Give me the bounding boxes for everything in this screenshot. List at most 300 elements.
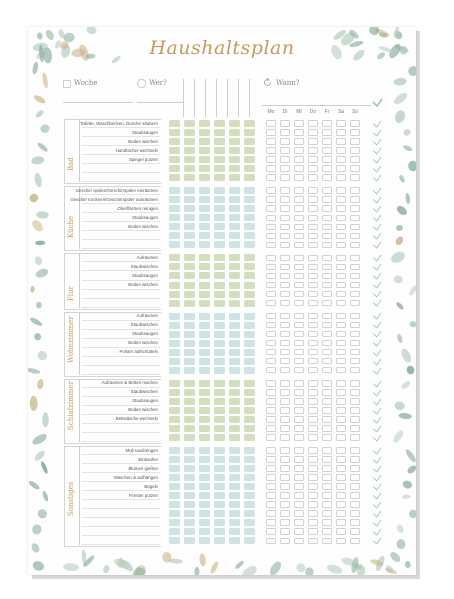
day-checkbox[interactable]: [280, 174, 290, 181]
done-check-icon[interactable]: [372, 205, 382, 213]
assignee-cell[interactable]: [244, 358, 255, 365]
assignee-cell[interactable]: [199, 254, 210, 261]
assignee-cell[interactable]: [229, 232, 240, 239]
assignee-cell[interactable]: [244, 138, 255, 145]
assignee-cell[interactable]: [199, 349, 210, 356]
assignee-cell[interactable]: [214, 367, 225, 374]
done-check-icon[interactable]: [372, 263, 382, 271]
assignee-cell[interactable]: [229, 223, 240, 230]
assignee-cell[interactable]: [229, 214, 240, 221]
day-checkbox[interactable]: [294, 483, 304, 490]
assignee-cell[interactable]: [244, 456, 255, 463]
day-checkbox[interactable]: [350, 291, 360, 298]
day-checkbox[interactable]: [322, 340, 332, 347]
day-checkbox[interactable]: [322, 380, 332, 387]
assignee-cell[interactable]: [169, 528, 180, 535]
day-checkbox[interactable]: [280, 434, 290, 441]
assignee-cell[interactable]: [214, 389, 225, 396]
day-checkbox[interactable]: [350, 367, 360, 374]
done-check-icon[interactable]: [372, 407, 382, 415]
day-checkbox[interactable]: [336, 273, 346, 280]
assignee-cell[interactable]: [229, 300, 240, 307]
assignee-cell[interactable]: [229, 349, 240, 356]
assignee-cell[interactable]: [199, 138, 210, 145]
day-checkbox[interactable]: [322, 313, 332, 320]
day-checkbox[interactable]: [336, 331, 346, 338]
day-checkbox[interactable]: [336, 313, 346, 320]
assignee-cell[interactable]: [184, 196, 195, 203]
day-checkbox[interactable]: [322, 510, 332, 517]
done-check-icon[interactable]: [372, 147, 382, 155]
day-checkbox[interactable]: [350, 273, 360, 280]
day-checkbox[interactable]: [322, 233, 332, 240]
assignee-cell[interactable]: [229, 501, 240, 508]
day-checkbox[interactable]: [350, 129, 360, 136]
day-checkbox[interactable]: [308, 282, 318, 289]
day-checkbox[interactable]: [322, 120, 332, 127]
day-checkbox[interactable]: [266, 398, 276, 405]
assignee-cell[interactable]: [169, 425, 180, 432]
assignee-cell[interactable]: [169, 223, 180, 230]
day-checkbox[interactable]: [336, 501, 346, 508]
assignee-cell[interactable]: [244, 349, 255, 356]
day-checkbox[interactable]: [266, 340, 276, 347]
done-check-icon[interactable]: [372, 330, 382, 338]
day-checkbox[interactable]: [280, 510, 290, 517]
assignee-cell[interactable]: [214, 528, 225, 535]
done-check-icon[interactable]: [372, 358, 382, 366]
assignee-cell[interactable]: [214, 263, 225, 270]
assignee-cell[interactable]: [184, 510, 195, 517]
assignee-cell[interactable]: [169, 300, 180, 307]
day-checkbox[interactable]: [266, 138, 276, 145]
assignee-cell[interactable]: [199, 510, 210, 517]
assignee-cell[interactable]: [184, 254, 195, 261]
day-checkbox[interactable]: [280, 492, 290, 499]
assignee-cell[interactable]: [199, 232, 210, 239]
day-checkbox[interactable]: [294, 174, 304, 181]
assignee-cell[interactable]: [229, 187, 240, 194]
day-checkbox[interactable]: [294, 538, 304, 545]
assignee-cell[interactable]: [199, 331, 210, 338]
assignee-cell[interactable]: [199, 147, 210, 154]
day-checkbox[interactable]: [308, 465, 318, 472]
assignee-cell[interactable]: [214, 241, 225, 248]
day-checkbox[interactable]: [350, 474, 360, 481]
assignee-cell[interactable]: [244, 447, 255, 454]
assignee-cell[interactable]: [244, 367, 255, 374]
day-checkbox[interactable]: [336, 492, 346, 499]
day-checkbox[interactable]: [350, 447, 360, 454]
day-checkbox[interactable]: [294, 147, 304, 154]
day-checkbox[interactable]: [266, 174, 276, 181]
done-check-icon[interactable]: [372, 129, 382, 137]
day-checkbox[interactable]: [350, 456, 360, 463]
day-checkbox[interactable]: [322, 282, 332, 289]
day-checkbox[interactable]: [322, 147, 332, 154]
assignee-cell[interactable]: [199, 300, 210, 307]
assignee-cell[interactable]: [229, 492, 240, 499]
assignee-cell[interactable]: [184, 474, 195, 481]
day-checkbox[interactable]: [294, 349, 304, 356]
assignee-cell[interactable]: [184, 322, 195, 329]
day-checkbox[interactable]: [280, 331, 290, 338]
assignee-cell[interactable]: [244, 434, 255, 441]
day-checkbox[interactable]: [322, 519, 332, 526]
assignee-cell[interactable]: [214, 416, 225, 423]
assignee-cell[interactable]: [244, 340, 255, 347]
assignee-cell[interactable]: [184, 331, 195, 338]
day-checkbox[interactable]: [336, 205, 346, 212]
assignee-cell[interactable]: [229, 205, 240, 212]
day-checkbox[interactable]: [322, 242, 332, 249]
assignee-cell[interactable]: [214, 120, 225, 127]
day-checkbox[interactable]: [294, 196, 304, 203]
assignee-cell[interactable]: [199, 340, 210, 347]
assignee-cell[interactable]: [214, 147, 225, 154]
assignee-cell[interactable]: [214, 196, 225, 203]
assignee-cell[interactable]: [169, 120, 180, 127]
day-checkbox[interactable]: [336, 483, 346, 490]
assignee-cell[interactable]: [214, 129, 225, 136]
assignee-cell[interactable]: [199, 519, 210, 526]
assignee-cell[interactable]: [199, 120, 210, 127]
day-checkbox[interactable]: [336, 434, 346, 441]
day-checkbox[interactable]: [280, 474, 290, 481]
day-checkbox[interactable]: [308, 196, 318, 203]
assignee-cell[interactable]: [199, 447, 210, 454]
day-checkbox[interactable]: [294, 156, 304, 163]
assignee-cell[interactable]: [244, 205, 255, 212]
assignee-cell[interactable]: [184, 456, 195, 463]
assignee-cell[interactable]: [169, 465, 180, 472]
done-check-icon[interactable]: [372, 447, 382, 455]
assignee-cell[interactable]: [214, 425, 225, 432]
day-checkbox[interactable]: [336, 174, 346, 181]
assignee-cell[interactable]: [244, 156, 255, 163]
day-checkbox[interactable]: [266, 129, 276, 136]
done-check-icon[interactable]: [372, 223, 382, 231]
done-check-icon[interactable]: [372, 241, 382, 249]
day-checkbox[interactable]: [308, 138, 318, 145]
assignee-cell[interactable]: [169, 492, 180, 499]
assignee-cell[interactable]: [199, 407, 210, 414]
assignee-cell[interactable]: [199, 380, 210, 387]
day-checkbox[interactable]: [308, 501, 318, 508]
day-checkbox[interactable]: [336, 187, 346, 194]
done-check-icon[interactable]: [372, 483, 382, 491]
day-checkbox[interactable]: [294, 407, 304, 414]
day-checkbox[interactable]: [350, 322, 360, 329]
day-checkbox[interactable]: [322, 264, 332, 271]
day-checkbox[interactable]: [266, 389, 276, 396]
day-checkbox[interactable]: [322, 187, 332, 194]
day-checkbox[interactable]: [294, 425, 304, 432]
day-checkbox[interactable]: [280, 389, 290, 396]
day-checkbox[interactable]: [350, 196, 360, 203]
day-checkbox[interactable]: [266, 380, 276, 387]
assignee-cell[interactable]: [184, 434, 195, 441]
assignee-cell[interactable]: [184, 465, 195, 472]
day-checkbox[interactable]: [350, 205, 360, 212]
assignee-cell[interactable]: [184, 174, 195, 181]
assignee-cell[interactable]: [199, 425, 210, 432]
assignee-cell[interactable]: [184, 138, 195, 145]
done-check-icon[interactable]: [372, 456, 382, 464]
day-checkbox[interactable]: [322, 367, 332, 374]
assignee-cell[interactable]: [169, 174, 180, 181]
assignee-cell[interactable]: [244, 214, 255, 221]
day-checkbox[interactable]: [266, 367, 276, 374]
done-check-icon[interactable]: [372, 165, 382, 173]
assignee-cell[interactable]: [169, 187, 180, 194]
day-checkbox[interactable]: [350, 300, 360, 307]
assignee-cell[interactable]: [214, 174, 225, 181]
day-checkbox[interactable]: [266, 483, 276, 490]
day-checkbox[interactable]: [280, 322, 290, 329]
assignee-cell[interactable]: [229, 407, 240, 414]
assignee-cell[interactable]: [229, 138, 240, 145]
assignee-cell[interactable]: [244, 389, 255, 396]
day-checkbox[interactable]: [322, 416, 332, 423]
done-check-icon[interactable]: [372, 380, 382, 388]
assignee-cell[interactable]: [214, 165, 225, 172]
assignee-cell[interactable]: [169, 349, 180, 356]
day-checkbox[interactable]: [336, 120, 346, 127]
assignee-cell[interactable]: [169, 389, 180, 396]
assignee-cell[interactable]: [184, 380, 195, 387]
day-checkbox[interactable]: [280, 483, 290, 490]
assignee-cell[interactable]: [169, 129, 180, 136]
done-check-icon[interactable]: [372, 492, 382, 500]
day-checkbox[interactable]: [350, 510, 360, 517]
assignee-cell[interactable]: [169, 537, 180, 544]
done-check-icon[interactable]: [372, 196, 382, 204]
assignee-cell[interactable]: [229, 510, 240, 517]
day-checkbox[interactable]: [266, 510, 276, 517]
assignee-cell[interactable]: [169, 165, 180, 172]
day-checkbox[interactable]: [336, 380, 346, 387]
day-checkbox[interactable]: [294, 367, 304, 374]
day-checkbox[interactable]: [294, 120, 304, 127]
assignee-cell[interactable]: [169, 331, 180, 338]
assignee-cell[interactable]: [244, 120, 255, 127]
assignee-cell[interactable]: [244, 465, 255, 472]
done-check-icon[interactable]: [372, 281, 382, 289]
day-checkbox[interactable]: [350, 380, 360, 387]
day-checkbox[interactable]: [308, 389, 318, 396]
day-checkbox[interactable]: [266, 242, 276, 249]
assignee-cell[interactable]: [244, 380, 255, 387]
assignee-cell[interactable]: [169, 291, 180, 298]
done-check-icon[interactable]: [372, 254, 382, 262]
assignee-cell[interactable]: [229, 425, 240, 432]
assignee-cell[interactable]: [244, 313, 255, 320]
assignee-cell[interactable]: [214, 407, 225, 414]
day-checkbox[interactable]: [308, 434, 318, 441]
assignee-cell[interactable]: [214, 519, 225, 526]
day-checkbox[interactable]: [280, 367, 290, 374]
assignee-cell[interactable]: [199, 263, 210, 270]
day-checkbox[interactable]: [336, 224, 346, 231]
day-checkbox[interactable]: [266, 349, 276, 356]
day-checkbox[interactable]: [308, 224, 318, 231]
assignee-cell[interactable]: [199, 223, 210, 230]
assignee-cell[interactable]: [244, 483, 255, 490]
assignee-cell[interactable]: [229, 174, 240, 181]
assignee-cell[interactable]: [199, 537, 210, 544]
day-checkbox[interactable]: [350, 501, 360, 508]
assignee-cell[interactable]: [214, 331, 225, 338]
assignee-cell[interactable]: [184, 367, 195, 374]
day-checkbox[interactable]: [336, 138, 346, 145]
assignee-cell[interactable]: [229, 537, 240, 544]
assignee-cell[interactable]: [184, 241, 195, 248]
day-checkbox[interactable]: [308, 474, 318, 481]
assignee-cell[interactable]: [244, 322, 255, 329]
day-checkbox[interactable]: [294, 313, 304, 320]
day-checkbox[interactable]: [336, 291, 346, 298]
assignee-cell[interactable]: [199, 358, 210, 365]
assignee-cell[interactable]: [184, 537, 195, 544]
day-checkbox[interactable]: [336, 215, 346, 222]
day-checkbox[interactable]: [266, 187, 276, 194]
day-checkbox[interactable]: [308, 456, 318, 463]
assignee-cell[interactable]: [169, 138, 180, 145]
day-checkbox[interactable]: [280, 313, 290, 320]
assignee-cell[interactable]: [199, 528, 210, 535]
day-checkbox[interactable]: [350, 215, 360, 222]
assignee-cell[interactable]: [229, 367, 240, 374]
assignee-cell[interactable]: [214, 537, 225, 544]
day-checkbox[interactable]: [308, 447, 318, 454]
assignee-cell[interactable]: [184, 358, 195, 365]
assignee-cell[interactable]: [199, 434, 210, 441]
day-checkbox[interactable]: [280, 242, 290, 249]
day-checkbox[interactable]: [266, 165, 276, 172]
day-checkbox[interactable]: [350, 519, 360, 526]
day-checkbox[interactable]: [308, 358, 318, 365]
assignee-cell[interactable]: [229, 282, 240, 289]
assignee-cell[interactable]: [214, 291, 225, 298]
day-checkbox[interactable]: [308, 538, 318, 545]
done-check-icon[interactable]: [372, 465, 382, 473]
day-checkbox[interactable]: [294, 389, 304, 396]
day-checkbox[interactable]: [350, 528, 360, 535]
assignee-cell[interactable]: [184, 165, 195, 172]
day-checkbox[interactable]: [294, 138, 304, 145]
assignee-cell[interactable]: [214, 483, 225, 490]
assignee-cell[interactable]: [184, 492, 195, 499]
done-check-icon[interactable]: [372, 510, 382, 518]
day-checkbox[interactable]: [336, 300, 346, 307]
day-checkbox[interactable]: [322, 196, 332, 203]
day-checkbox[interactable]: [266, 215, 276, 222]
day-checkbox[interactable]: [322, 165, 332, 172]
day-checkbox[interactable]: [350, 434, 360, 441]
day-checkbox[interactable]: [336, 456, 346, 463]
done-check-icon[interactable]: [372, 425, 382, 433]
assignee-cell[interactable]: [214, 340, 225, 347]
assignee-cell[interactable]: [184, 416, 195, 423]
day-checkbox[interactable]: [308, 528, 318, 535]
assignee-cell[interactable]: [229, 120, 240, 127]
day-checkbox[interactable]: [294, 233, 304, 240]
who-field-line[interactable]: [137, 102, 183, 103]
assignee-cell[interactable]: [229, 291, 240, 298]
assignee-cell[interactable]: [229, 272, 240, 279]
day-checkbox[interactable]: [322, 291, 332, 298]
day-checkbox[interactable]: [308, 174, 318, 181]
assignee-cell[interactable]: [214, 510, 225, 517]
day-checkbox[interactable]: [350, 313, 360, 320]
assignee-cell[interactable]: [214, 300, 225, 307]
day-checkbox[interactable]: [308, 120, 318, 127]
assignee-cell[interactable]: [184, 223, 195, 230]
assignee-cell[interactable]: [244, 187, 255, 194]
day-checkbox[interactable]: [350, 147, 360, 154]
day-checkbox[interactable]: [266, 474, 276, 481]
assignee-cell[interactable]: [214, 313, 225, 320]
assignee-cell[interactable]: [229, 380, 240, 387]
day-checkbox[interactable]: [266, 120, 276, 127]
assignee-cell[interactable]: [214, 254, 225, 261]
day-checkbox[interactable]: [266, 434, 276, 441]
assignee-cell[interactable]: [199, 313, 210, 320]
day-checkbox[interactable]: [294, 528, 304, 535]
day-checkbox[interactable]: [336, 282, 346, 289]
day-checkbox[interactable]: [280, 465, 290, 472]
day-checkbox[interactable]: [294, 331, 304, 338]
day-checkbox[interactable]: [308, 273, 318, 280]
day-checkbox[interactable]: [322, 129, 332, 136]
assignee-cell[interactable]: [229, 483, 240, 490]
day-checkbox[interactable]: [280, 264, 290, 271]
day-checkbox[interactable]: [336, 358, 346, 365]
day-checkbox[interactable]: [350, 358, 360, 365]
day-checkbox[interactable]: [280, 425, 290, 432]
day-checkbox[interactable]: [322, 398, 332, 405]
day-checkbox[interactable]: [280, 233, 290, 240]
day-checkbox[interactable]: [294, 510, 304, 517]
day-checkbox[interactable]: [322, 538, 332, 545]
day-checkbox[interactable]: [350, 349, 360, 356]
assignee-cell[interactable]: [169, 447, 180, 454]
assignee-cell[interactable]: [184, 282, 195, 289]
done-check-icon[interactable]: [372, 434, 382, 442]
assignee-cell[interactable]: [199, 174, 210, 181]
assignee-cell[interactable]: [244, 196, 255, 203]
day-checkbox[interactable]: [308, 407, 318, 414]
assignee-cell[interactable]: [214, 232, 225, 239]
assignee-cell[interactable]: [214, 456, 225, 463]
day-checkbox[interactable]: [280, 456, 290, 463]
day-checkbox[interactable]: [294, 465, 304, 472]
day-checkbox[interactable]: [336, 447, 346, 454]
assignee-cell[interactable]: [199, 501, 210, 508]
assignee-cell[interactable]: [169, 510, 180, 517]
day-checkbox[interactable]: [280, 519, 290, 526]
assignee-cell[interactable]: [184, 263, 195, 270]
day-checkbox[interactable]: [336, 349, 346, 356]
assignee-cell[interactable]: [169, 398, 180, 405]
assignee-cell[interactable]: [184, 407, 195, 414]
day-checkbox[interactable]: [336, 416, 346, 423]
day-checkbox[interactable]: [266, 255, 276, 262]
assignee-cell[interactable]: [229, 254, 240, 261]
day-checkbox[interactable]: [294, 474, 304, 481]
day-checkbox[interactable]: [294, 187, 304, 194]
